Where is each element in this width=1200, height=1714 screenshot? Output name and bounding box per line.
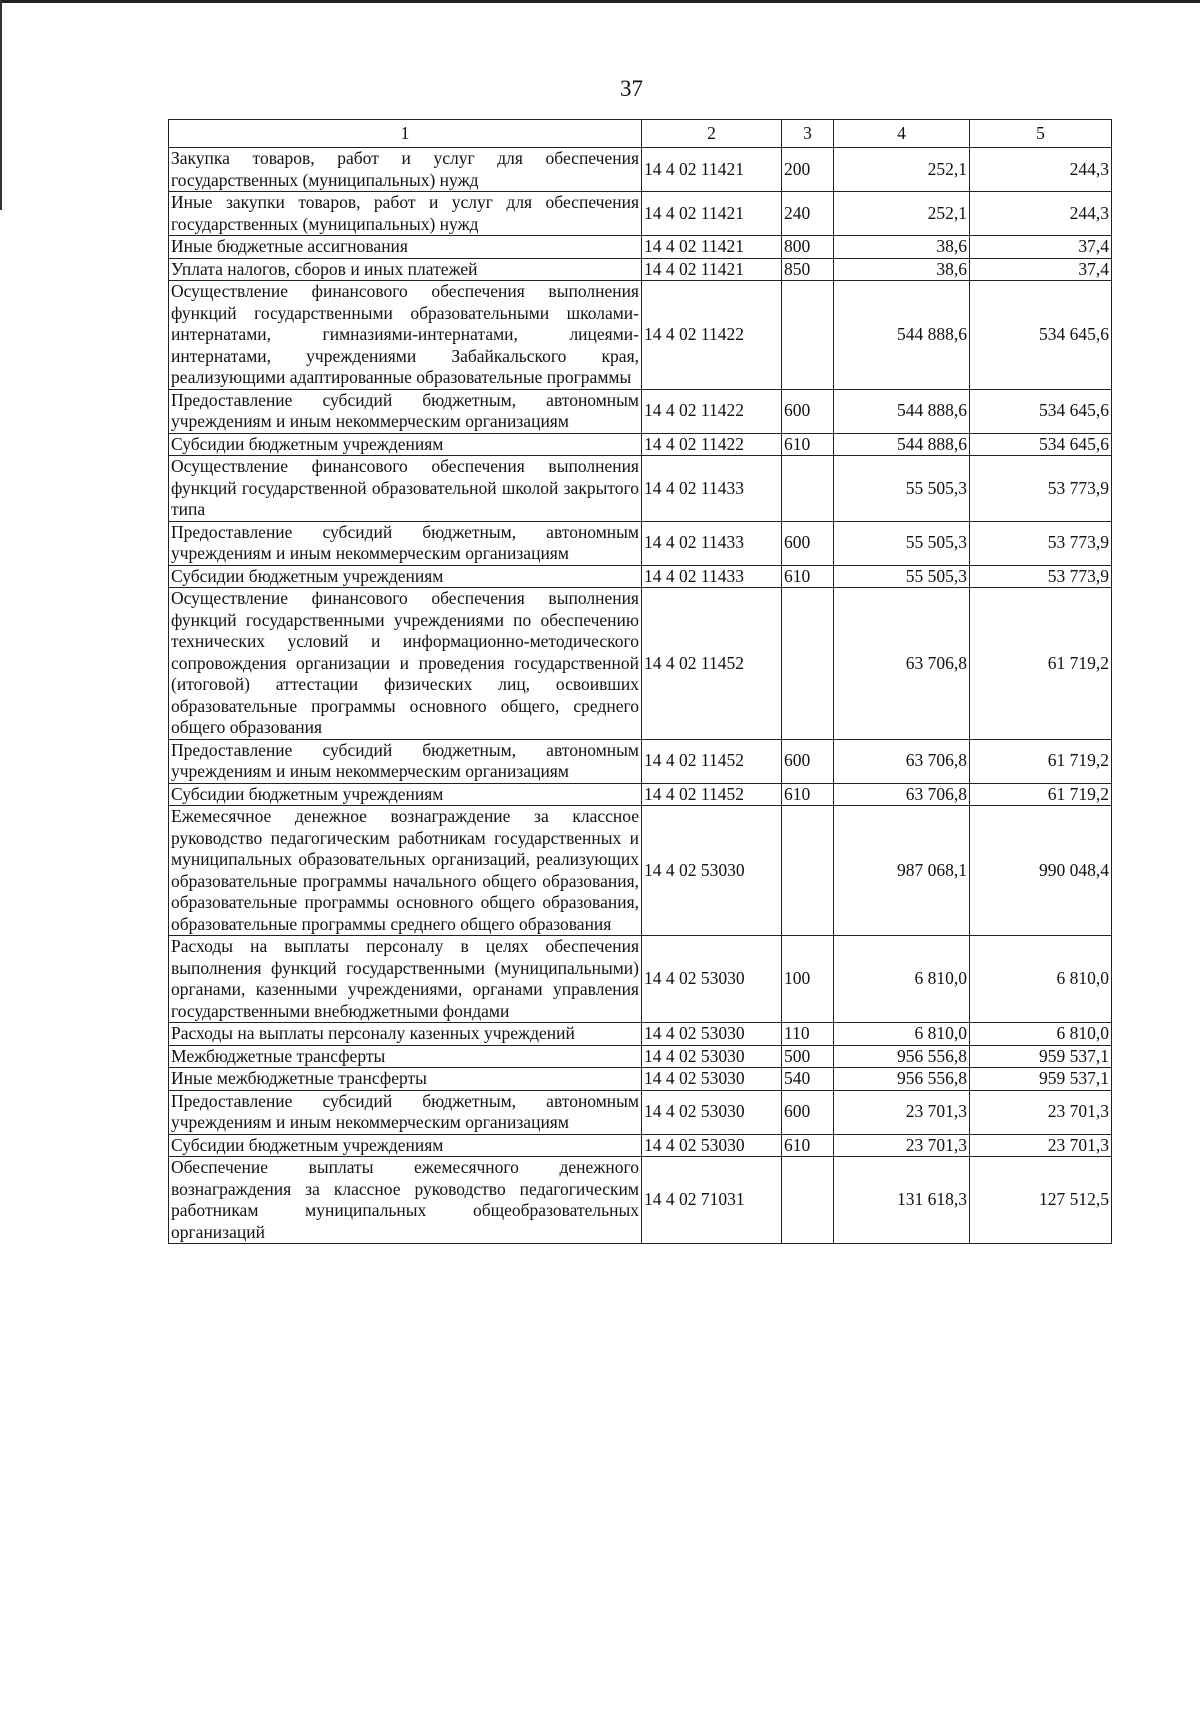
amount-col4-cell: 544 888,6 — [834, 389, 970, 433]
amount-col5-cell: 37,4 — [970, 258, 1112, 281]
target-code-cell: 14 4 02 53030 — [642, 1023, 782, 1046]
table-row — [169, 281, 1112, 390]
target-code-cell: 14 4 02 11433 — [642, 456, 782, 522]
expense-type-cell: 600 — [782, 389, 834, 433]
expense-type-cell: 600 — [782, 521, 834, 565]
expense-type-cell: 850 — [782, 258, 834, 281]
expense-name-cell: Осуществление финансового обеспечения выполнения функций государственными образовательными школами-интернатами, гимназиями-интернатами, лицеями-интернатами, учреждениями Забайкальского края, реализующими адаптированные образовательные программы — [169, 281, 642, 390]
expense-name-cell: Субсидии бюджетным учреждениям — [169, 565, 642, 588]
expense-type-cell: 500 — [782, 1045, 834, 1068]
amount-col4-cell: 544 888,6 — [834, 433, 970, 456]
amount-col5-cell: 23 701,3 — [970, 1134, 1112, 1157]
target-code-cell: 14 4 02 53030 — [642, 936, 782, 1023]
target-code-cell: 14 4 02 11422 — [642, 389, 782, 433]
table-row — [169, 565, 1112, 588]
amount-col5-cell: 534 645,6 — [970, 281, 1112, 390]
amount-col4-cell: 131 618,3 — [834, 1157, 970, 1244]
amount-col5-cell: 534 645,6 — [970, 389, 1112, 433]
table-row — [169, 1068, 1112, 1091]
amount-col5-cell: 53 773,9 — [970, 521, 1112, 565]
amount-col4-cell: 55 505,3 — [834, 565, 970, 588]
expense-type-cell: 800 — [782, 236, 834, 259]
expense-name-cell: Расходы на выплаты персоналу казенных учреждений — [169, 1023, 642, 1046]
target-code-cell: 14 4 02 11421 — [642, 148, 782, 192]
amount-col5-cell: 990 048,4 — [970, 806, 1112, 936]
amount-col4-cell: 987 068,1 — [834, 806, 970, 936]
target-code-cell: 14 4 02 11421 — [642, 192, 782, 236]
table-row — [169, 806, 1112, 936]
expense-name-cell: Межбюджетные трансферты — [169, 1045, 642, 1068]
amount-col5-cell: 61 719,2 — [970, 588, 1112, 740]
expense-name-cell: Предоставление субсидий бюджетным, автономным учреждениям и иным некоммерческим организациям — [169, 389, 642, 433]
expense-type-cell: 240 — [782, 192, 834, 236]
amount-col5-cell: 53 773,9 — [970, 456, 1112, 522]
target-code-cell: 14 4 02 11452 — [642, 739, 782, 783]
column-header-5: 5 — [970, 120, 1112, 148]
scan-edge-left — [0, 0, 2, 210]
amount-col5-cell: 127 512,5 — [970, 1157, 1112, 1244]
amount-col4-cell: 63 706,8 — [834, 783, 970, 806]
expense-name-cell: Субсидии бюджетным учреждениям — [169, 783, 642, 806]
expense-type-cell: 100 — [782, 936, 834, 1023]
amount-col4-cell: 252,1 — [834, 148, 970, 192]
expense-type-cell: 540 — [782, 1068, 834, 1091]
target-code-cell: 14 4 02 53030 — [642, 1068, 782, 1091]
target-code-cell: 14 4 02 11433 — [642, 565, 782, 588]
expense-type-cell — [782, 588, 834, 740]
amount-col4-cell: 55 505,3 — [834, 456, 970, 522]
target-code-cell: 14 4 02 11422 — [642, 281, 782, 390]
amount-col4-cell: 252,1 — [834, 192, 970, 236]
target-code-cell: 14 4 02 11422 — [642, 433, 782, 456]
amount-col4-cell: 6 810,0 — [834, 936, 970, 1023]
expense-name-cell: Закупка товаров, работ и услуг для обеспечения государственных (муниципальных) нужд — [169, 148, 642, 192]
expense-type-cell: 110 — [782, 1023, 834, 1046]
amount-col4-cell: 63 706,8 — [834, 588, 970, 740]
scan-edge-top — [0, 0, 1200, 3]
amount-col4-cell: 38,6 — [834, 258, 970, 281]
table-row — [169, 1157, 1112, 1244]
table-row — [169, 1090, 1112, 1134]
column-header-4: 4 — [834, 120, 970, 148]
expense-name-cell: Предоставление субсидий бюджетным, автономным учреждениям и иным некоммерческим организациям — [169, 1090, 642, 1134]
expense-name-cell: Иные бюджетные ассигнования — [169, 236, 642, 259]
expense-name-cell: Осуществление финансового обеспечения выполнения функций государственными учреждениями по обеспечению технических условий и информационно-методического сопровождения организации и проведения государственной (итоговой) аттестации физических лиц, освоивших образовательные программы основного общего, среднего общего образования — [169, 588, 642, 740]
amount-col4-cell: 6 810,0 — [834, 1023, 970, 1046]
expense-type-cell: 610 — [782, 433, 834, 456]
table-row — [169, 236, 1112, 259]
table-row — [169, 588, 1112, 740]
expense-name-cell: Ежемесячное денежное вознаграждение за классное руководство педагогическим работникам государственных и муниципальных образовательных организаций, реализующих образовательные программы начального общего образования, образовательные программы основного общего образования, образовательные программы среднего общего образования — [169, 806, 642, 936]
amount-col5-cell: 534 645,6 — [970, 433, 1112, 456]
table-row — [169, 389, 1112, 433]
expense-name-cell: Осуществление финансового обеспечения выполнения функций государственной образовательной школой закрытого типа — [169, 456, 642, 522]
amount-col5-cell: 6 810,0 — [970, 1023, 1112, 1046]
table-row — [169, 1134, 1112, 1157]
amount-col4-cell: 544 888,6 — [834, 281, 970, 390]
target-code-cell: 14 4 02 53030 — [642, 1090, 782, 1134]
expense-name-cell: Иные закупки товаров, работ и услуг для обеспечения государственных (муниципальных) нужд — [169, 192, 642, 236]
amount-col5-cell: 244,3 — [970, 148, 1112, 192]
amount-col5-cell: 53 773,9 — [970, 565, 1112, 588]
expense-name-cell: Уплата налогов, сборов и иных платежей — [169, 258, 642, 281]
amount-col4-cell: 956 556,8 — [834, 1068, 970, 1091]
table-row — [169, 192, 1112, 236]
expense-type-cell — [782, 281, 834, 390]
amount-col4-cell: 23 701,3 — [834, 1134, 970, 1157]
amount-col4-cell: 956 556,8 — [834, 1045, 970, 1068]
expense-name-cell: Иные межбюджетные трансферты — [169, 1068, 642, 1091]
column-header-3: 3 — [782, 120, 834, 148]
table-row — [169, 148, 1112, 192]
amount-col4-cell: 38,6 — [834, 236, 970, 259]
expense-type-cell: 200 — [782, 148, 834, 192]
target-code-cell: 14 4 02 11421 — [642, 236, 782, 259]
page-number: 37 — [620, 76, 643, 101]
table-row — [169, 783, 1112, 806]
budget-table — [168, 119, 1112, 1244]
amount-col5-cell: 61 719,2 — [970, 739, 1112, 783]
target-code-cell: 14 4 02 11452 — [642, 783, 782, 806]
target-code-cell: 14 4 02 71031 — [642, 1157, 782, 1244]
column-header-1: 1 — [169, 120, 642, 148]
expense-type-cell: 600 — [782, 739, 834, 783]
expense-type-cell: 610 — [782, 1134, 834, 1157]
expense-type-cell — [782, 456, 834, 522]
table-row — [169, 456, 1112, 522]
expense-type-cell: 610 — [782, 565, 834, 588]
amount-col5-cell: 959 537,1 — [970, 1045, 1112, 1068]
amount-col5-cell: 23 701,3 — [970, 1090, 1112, 1134]
table-row — [169, 739, 1112, 783]
target-code-cell: 14 4 02 53030 — [642, 806, 782, 936]
amount-col5-cell: 244,3 — [970, 192, 1112, 236]
expense-name-cell: Субсидии бюджетным учреждениям — [169, 1134, 642, 1157]
amount-col5-cell: 61 719,2 — [970, 783, 1112, 806]
target-code-cell: 14 4 02 11421 — [642, 258, 782, 281]
target-code-cell: 14 4 02 11452 — [642, 588, 782, 740]
table-row — [169, 258, 1112, 281]
amount-col4-cell: 23 701,3 — [834, 1090, 970, 1134]
amount-col4-cell: 55 505,3 — [834, 521, 970, 565]
target-code-cell: 14 4 02 53030 — [642, 1134, 782, 1157]
table-row — [169, 521, 1112, 565]
expense-type-cell — [782, 1157, 834, 1244]
table-header-row — [169, 120, 1112, 148]
table-row — [169, 936, 1112, 1023]
expense-name-cell: Предоставление субсидий бюджетным, автономным учреждениям и иным некоммерческим организациям — [169, 739, 642, 783]
target-code-cell: 14 4 02 11433 — [642, 521, 782, 565]
expense-type-cell — [782, 806, 834, 936]
expense-name-cell: Субсидии бюджетным учреждениям — [169, 433, 642, 456]
expense-type-cell: 610 — [782, 783, 834, 806]
table-row — [169, 1045, 1112, 1068]
column-header-2: 2 — [642, 120, 782, 148]
amount-col5-cell: 37,4 — [970, 236, 1112, 259]
amount-col4-cell: 63 706,8 — [834, 739, 970, 783]
amount-col5-cell: 959 537,1 — [970, 1068, 1112, 1091]
target-code-cell: 14 4 02 53030 — [642, 1045, 782, 1068]
expense-name-cell: Расходы на выплаты персоналу в целях обеспечения выполнения функций государственными (муниципальными) органами, казенными учреждениями, органами управления государственными внебюджетными фондами — [169, 936, 642, 1023]
table-row — [169, 433, 1112, 456]
expense-name-cell: Обеспечение выплаты ежемесячного денежного вознаграждения за классное руководство педагогическим работникам муниципальных общеобразовательных организаций — [169, 1157, 642, 1244]
amount-col5-cell: 6 810,0 — [970, 936, 1112, 1023]
expense-name-cell: Предоставление субсидий бюджетным, автономным учреждениям и иным некоммерческим организациям — [169, 521, 642, 565]
expense-type-cell: 600 — [782, 1090, 834, 1134]
table-row — [169, 1023, 1112, 1046]
